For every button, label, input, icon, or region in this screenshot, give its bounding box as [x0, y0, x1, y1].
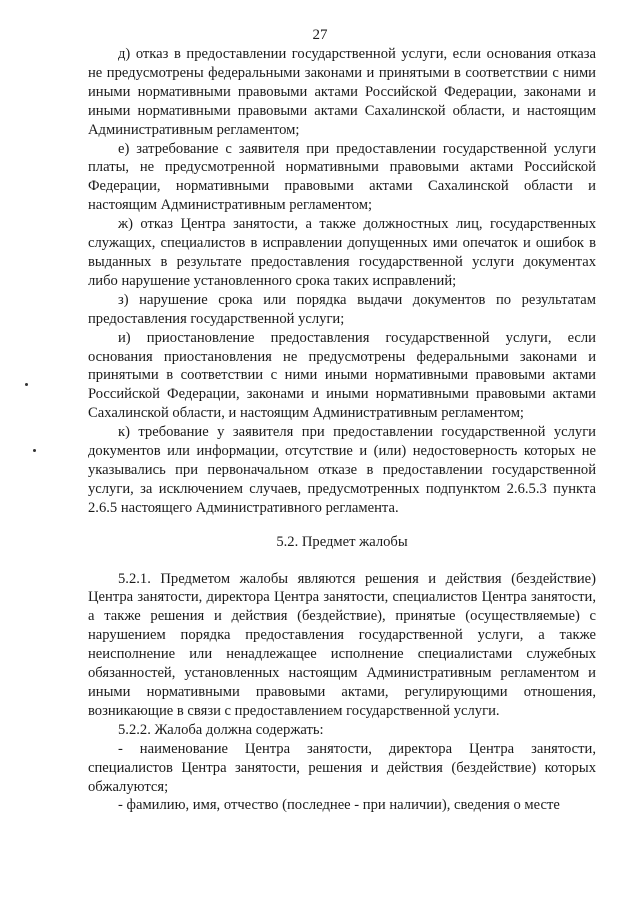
paragraph-item-e: е) затребование с заявителя при предоставлении государственной услуги платы, не предусмотренной нормативными правовыми актами Российской Федерации, нормативными правовыми актами Сахалинской области и настоящим Административным регламентом;: [88, 140, 596, 214]
scan-mark: [33, 449, 36, 452]
list-item-name: - наименование Центра занятости, директора Центра занятости, специалистов Центра занятости, решения и действия (бездействие) которых обжалуются;: [88, 740, 596, 795]
scan-mark: [25, 383, 28, 386]
document-body: [88, 45, 596, 815]
paragraph-5-2-2: 5.2.2. Жалоба должна содержать:: [118, 721, 324, 738]
section-heading: 5.2. Предмет жалобы: [276, 533, 408, 550]
paragraph-item-i: и) приостановление предоставления государственной услуги, если основания приостановления не предусмотрены федеральными законами и принятыми в соответствии с ними иными нормативными правовыми актами Российской Федерации, законами и иными нормативными правовыми актами Сахалинской области, и настоящим Административным регламентом;: [88, 329, 596, 422]
paragraph-item-zh: ж) отказ Центра занятости, а также должностных лиц, государственных служащих, специалистов в исправлении допущенных ими опечаток и ошибок в выданных в результате предоставления государственной услуги документах либо нарушение установленного срока таких исправлений;: [88, 216, 596, 289]
paragraph-item-d: д) отказ в предоставлении государственной услуги, если основания отказа не предусмотрены федеральными законами и принятыми в соответствии с ними иными нормативными правовыми актами Российской Федерации, законами и иными нормативными правовыми актами Сахалинской области, и настоящим Административным регламентом;: [88, 46, 596, 138]
page-number: 27: [312, 27, 328, 43]
list-item-fio: - фамилию, имя, отчество (последнее - при наличии), сведения о месте: [118, 797, 560, 814]
paragraph-item-k: к) требование у заявителя при предоставлении государственной услуги документов или информации, отсутствие и (или) недостоверность которых не указывались при первоначальном отказе в предоставлении государственной услуги, за исключением случаев, предусмотренных подпунктом 2.6.5.3 пункта 2.6.5 настоящего Административного регламента.: [88, 424, 596, 516]
paragraph-5-2-1: 5.2.1. Предметом жалобы являются решения и действия (бездействие) Центра занятости, директора Центра занятости, специалистов Центра занятости, а также решения и действия (бездействие), принятые (осуществляемые) с нарушением порядка предоставления государственной услуги, а также неисполнение или ненадлежащее исполнение специалистами служебных обязанностей, установленных настоящим Административным регламентом и иными нормативными правовыми актами, регулирующими отношения, возникающие в связи с предоставлением государственной услуги.: [88, 570, 596, 719]
paragraph-item-z: з) нарушение срока или порядка выдачи документов по результатам предоставления государственной услуги;: [88, 291, 596, 327]
